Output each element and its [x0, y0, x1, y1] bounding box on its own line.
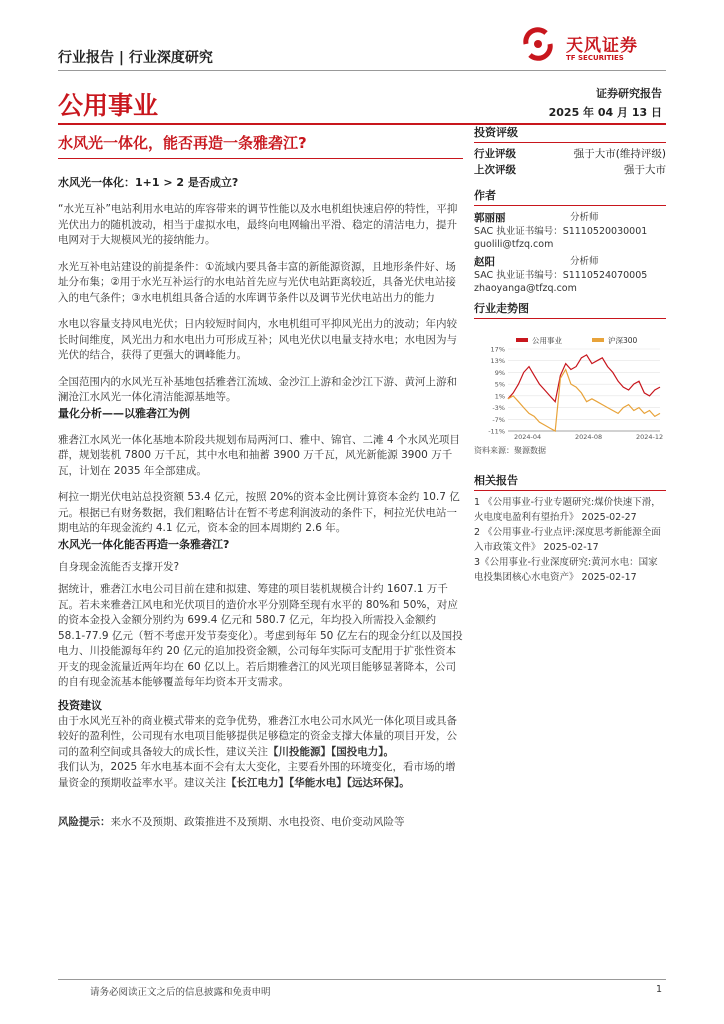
section-heading: 水风光一体化能否再造一条雅砻江? — [58, 537, 230, 551]
main-content — [58, 175, 463, 831]
rating-title: 投资评级 — [474, 124, 666, 143]
paragraph: 柯拉一期光伏电站总投资额 53.4 亿元，按照 20%的资本金比例计算资本金约 10.7 亿元。根据已有财务数据，我们粗略估计在暂不考虑利润波动的条件下，柯拉光伏电站一期电站的年现金流约 4.1 亿元，资本金的回本周期约 2.6 年。 — [58, 491, 460, 534]
rating-value: 强于大市(维持评级) — [573, 148, 666, 160]
page-number: 1 — [655, 984, 662, 995]
author-name: 郭丽丽 — [474, 212, 506, 224]
report-date: 2025 年 04 月 13 日 — [548, 106, 662, 119]
related-report-link[interactable]: 3《公用事业-行业深度研究:黄河水电：国家电投集团核心水电资产》 2025-02-17 — [474, 557, 658, 583]
risk-text: 来水不及预期、政策推进不及预期、水电投资、电价变动风险等 — [110, 816, 405, 828]
trend-box — [474, 300, 666, 456]
recommended-stocks: 【川投能源】【国投电力】。 — [268, 745, 394, 758]
report-type: 行业报告 | 行业深度研究 — [58, 50, 213, 66]
related-report-link[interactable]: 2 《公用事业-行业点评:深度思考新能源全面入市政策文件》 2025-02-17 — [474, 527, 661, 553]
paragraph: 水电以容量支持风电光伏；日内较短时间内，水电机组可平抑风光出力的波动；年内较长时间维度，风光出力和水电出力可形成互补；风电光伏以电量支持水电；水电因为与光伏的结合，获得了更强大的调峰能力。 — [58, 318, 457, 361]
author-role: 分析师 — [570, 212, 599, 223]
y-tick-label: 13% — [490, 357, 505, 366]
author-sac: SAC 执业证书编号：S1110520030001 — [474, 226, 648, 237]
logo-text: 天风证券 — [566, 36, 638, 56]
rating-key: 行业评级 — [474, 148, 516, 160]
paragraph — [58, 714, 463, 761]
series-line-2 — [508, 370, 660, 432]
footer-divider — [58, 979, 666, 980]
y-tick-label: -11% — [488, 427, 505, 436]
author-email[interactable]: zhaoyanga@tfzq.com — [474, 283, 577, 294]
author-box — [474, 187, 666, 295]
footer-disclaimer: 请务必阅读正文之后的信息披露和免责申明 — [90, 987, 271, 998]
paragraph: 全国范围内的水风光互补基地包括雅砻江流域、金沙江上游和金沙江下游、黄河上游和澜沧江水风光一体化清洁能源基地等。 — [58, 375, 457, 403]
rating-value: 强于大市 — [624, 164, 666, 176]
author-email[interactable]: guolili@tfzq.com — [474, 239, 554, 250]
section-heading: 水风光一体化：1+1 > 2 是否成立? — [58, 176, 239, 189]
y-tick-label: 17% — [490, 345, 505, 354]
trend-chart — [474, 319, 666, 441]
trend-title: 行业走势图 — [474, 300, 666, 319]
paragraph-text: 我们认为，2025 年水电基本面不会有太大变化，主要看外围的环境变化，看市场的增量资金的预期收益率水平。建议关注 — [58, 761, 456, 789]
legend-swatch — [592, 338, 604, 342]
chart-source: 资料来源：聚源数据 — [474, 446, 546, 455]
paragraph — [58, 760, 463, 791]
title-underline — [58, 158, 463, 159]
related-box — [474, 472, 666, 585]
author-sac: SAC 执业证书编号：S1110524070005 — [474, 270, 648, 281]
risk-label: 风险提示： — [58, 816, 111, 828]
rating-row — [474, 162, 666, 178]
header-divider — [58, 70, 666, 71]
industry-name: 公用事业 — [58, 91, 159, 120]
rating-key: 上次评级 — [474, 164, 516, 176]
legend-label: 沪深300 — [608, 336, 638, 345]
paragraph: 水光互补电站建设的前提条件：①流域内要具备丰富的新能源资源，且地形条件好、场址分布集；②用于水光互补运行的水电站首先应与光伏电站距离较近，具备光伏电站接入的电气条件；③水电机组具备合适的水库调节条件以及调节光伏电站出力的能力 — [58, 260, 456, 304]
paragraph: “水光互补”电站利用水电站的库容带来的调节性能以及水电机组快速启停的特性，平抑光伏出力的随机波动，相当于虚拟水电，最终向电网输出平滑、稳定的清洁电力，提升电网对于大规模风光的接纳能力。 — [58, 203, 458, 246]
y-tick-label: 9% — [494, 368, 505, 377]
related-title: 相关报告 — [474, 472, 666, 491]
author-name: 赵阳 — [474, 256, 495, 268]
paragraph-text: 由于水风光互补的商业模式带来的竞争优势，雅砻江水电公司水风光一体化项目或具备较好的盈利性，公司现有水电项目能够提供足够稳定的资金支撑大体量的项目开发，公司的盈利空间或具备较大的成长性，建议关注 — [58, 714, 457, 758]
legend-swatch — [516, 338, 528, 342]
series-line-1 — [508, 355, 660, 402]
y-tick-label: 1% — [494, 392, 505, 401]
y-tick-label: 5% — [494, 380, 505, 389]
rating-row — [474, 146, 666, 162]
x-tick-label: 2024-04 — [514, 433, 542, 441]
y-tick-label: -3% — [492, 404, 505, 413]
paragraph: 雅砻江水风光一体化基地本阶段共规划布局两河口、雅中、锦官、二滩 4 个水风光项目群，规划装机 7800 万千瓦，其中水电和抽蓄 3900 万千瓦，风光新能源 3900 万千瓦，计划在 2035 年全部建成。 — [58, 433, 460, 477]
company-logo-icon — [518, 24, 558, 64]
recommended-stocks: 【长江电力】【华能水电】【远达环保】。 — [226, 776, 410, 789]
x-tick-label: 2024-08 — [575, 433, 603, 441]
report-title: 水风光一体化，能否再造一条雅砻江? — [58, 134, 307, 152]
rating-box — [474, 124, 666, 178]
section-heading: 投资建议 — [58, 698, 102, 712]
author-role: 分析师 — [570, 256, 599, 267]
logo-english-text: TF SECURITIES — [566, 54, 624, 62]
paragraph: 自身现金流能否支撑开发? — [58, 560, 180, 573]
author-title: 作者 — [474, 187, 666, 206]
y-tick-label: -7% — [492, 415, 505, 424]
section-heading: 量化分析——以雅砻江为例 — [58, 406, 190, 420]
related-report-link[interactable]: 1 《公用事业-行业专题研究:煤价快速下滑，火电度电盈利有望抬升》 2025-02-27 — [474, 497, 661, 523]
paragraph: 据统计，雅砻江水电公司目前在建和拟建、筹建的项目装机规模合计约 1607.1 万千瓦。若未来雅砻江风电和光伏项目的造价水平分别降至现有水平的 80%和 50%，对应的资本金投入金额分别约为 699.4 亿元和 580.7 亿元，年均投入所需投入金额约 58.1-77.9 亿元（暂不考虑开发节奏变化）。考虑到每年 50 亿左右的现金分红以及国投电力、川投能源每年约 20 亿元的追加投资金额，公司每年实际可支配用于扩张性资本开支的现金流量近两年均在 60 亿以上。若后期雅砻江的风光项目能够显著降本，公司的自有现金流基本能够覆盖每年均资本开支需求。 — [58, 583, 463, 688]
risk-warning — [58, 815, 463, 831]
report-kind: 证券研究报告 — [596, 87, 662, 100]
legend-label: 公用事业 — [532, 336, 562, 345]
x-tick-label: 2024-12 — [636, 433, 664, 441]
